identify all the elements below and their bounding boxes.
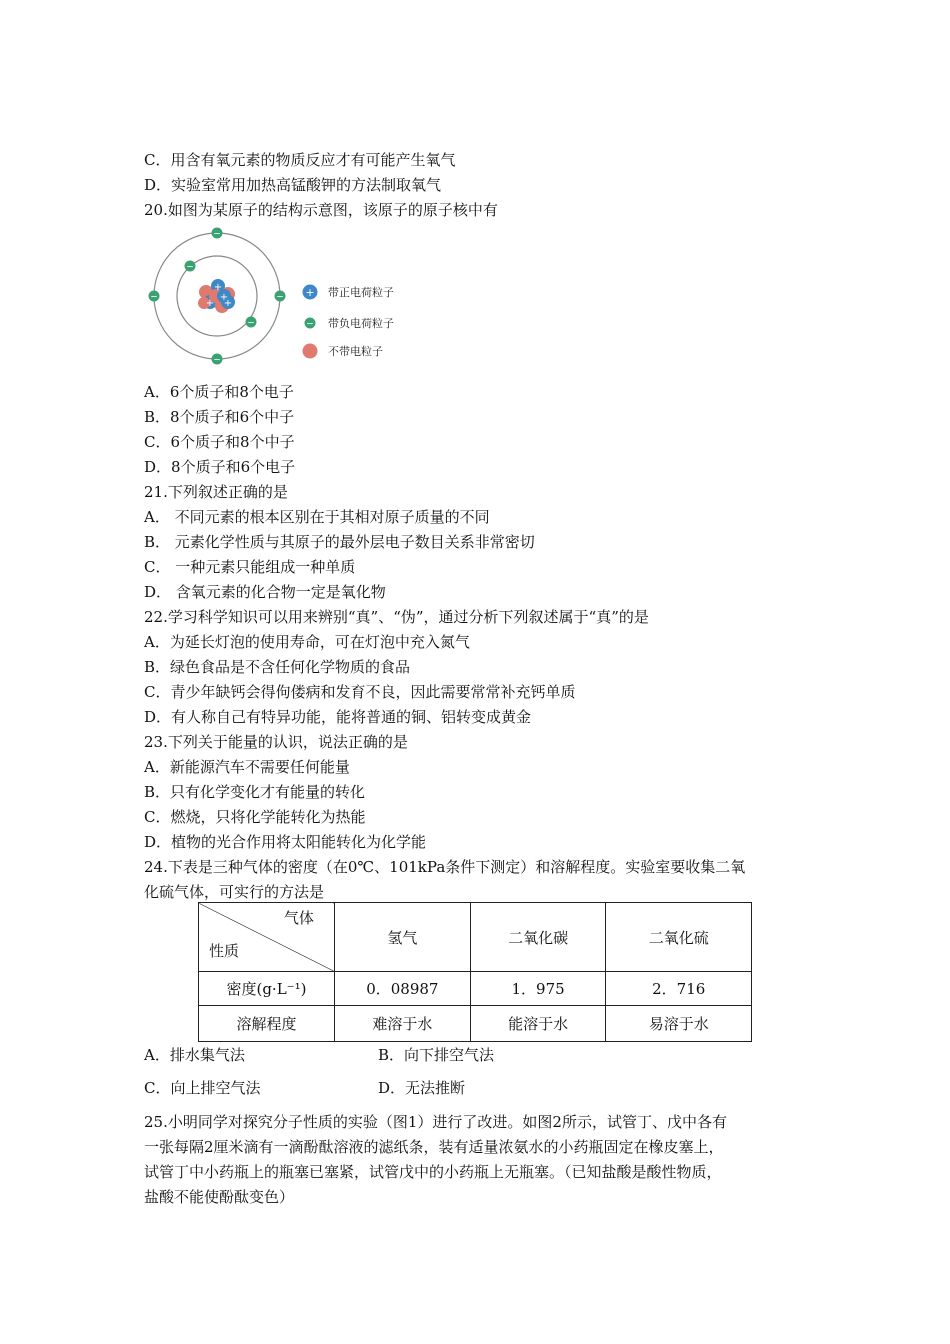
nucleus bbox=[198, 279, 235, 313]
row-label: 溶解程度 bbox=[199, 1006, 335, 1042]
svg-text:−: − bbox=[276, 292, 284, 303]
question-25-line: 盐酸不能使酚酞变色） bbox=[144, 1188, 295, 1206]
svg-text:+: + bbox=[223, 298, 233, 309]
question-25-line: 25.小明同学对探究分子性质的实验（图1）进行了改进。如图2所示，试管丁、戊中各有 bbox=[144, 1113, 727, 1131]
option-line: C．向上排空气法 bbox=[144, 1079, 261, 1097]
svg-text:−: − bbox=[247, 318, 255, 329]
option-line: C．用含有氧元素的物质反应才有可能产生氧气 bbox=[144, 151, 456, 169]
question-20-stem: 20.如图为某原子的结构示意图，该原子的原子核中有 bbox=[144, 201, 498, 219]
option-line: D．8个质子和6个电子 bbox=[144, 458, 296, 476]
table-cell: 难溶于水 bbox=[334, 1006, 470, 1042]
option-line: B．向下排空气法 bbox=[378, 1046, 495, 1064]
legend-neutral-label: 不带电粒子 bbox=[328, 345, 383, 358]
atom-structure-diagram bbox=[140, 222, 420, 370]
question-23-stem: 23.下列关于能量的认识，说法正确的是 bbox=[144, 733, 408, 751]
option-line: C．6个质子和8个中子 bbox=[144, 433, 295, 451]
question-21-stem: 21.下列叙述正确的是 bbox=[144, 483, 288, 501]
option-line: B．只有化学变化才有能量的转化 bbox=[144, 783, 366, 801]
svg-text:+: + bbox=[305, 286, 315, 299]
question-24-stem: 24.下表是三种气体的密度（在0℃、101kPa条件下测定）和溶解程度。实验室要收集二氧 bbox=[144, 858, 746, 876]
corner-top-label: 气体 bbox=[283, 909, 314, 927]
option-line: A．为延长灯泡的使用寿命，可在灯泡中充入氮气 bbox=[144, 633, 470, 651]
svg-text:−: − bbox=[306, 319, 314, 330]
question-25-line: 试管丁中小药瓶上的瓶塞已塞紧，试管戊中的小药瓶上无瓶塞。（已知盐酸是酸性物质， bbox=[144, 1163, 722, 1181]
question-25-line: 一张每隔2厘米滴有一滴酚酞溶液的滤纸条，装有适量浓氨水的小药瓶固定在橡皮塞上， bbox=[144, 1138, 724, 1156]
option-line: D．实验室常用加热高锰酸钾的方法制取氧气 bbox=[144, 176, 442, 194]
option-line: C．燃烧，只将化学能转化为热能 bbox=[144, 808, 366, 826]
option-line: B． 元素化学性质与其原子的最外层电子数目关系非常密切 bbox=[144, 533, 535, 551]
svg-text:−: − bbox=[213, 229, 221, 240]
table-cell: 易溶于水 bbox=[606, 1006, 752, 1042]
question-22-stem: 22.学习科学知识可以用来辨别“真”、“伪”，通过分析下列叙述属于“真”的是 bbox=[144, 608, 649, 626]
option-line: B．8个质子和6个中子 bbox=[144, 408, 295, 426]
table-row bbox=[199, 1006, 752, 1042]
row-label: 密度(g·L⁻¹) bbox=[199, 972, 335, 1006]
option-line: A．新能源汽车不需要任何能量 bbox=[144, 758, 350, 776]
option-line: D．有人称自己有特异功能，能将普通的铜、铝转变成黄金 bbox=[144, 708, 532, 726]
table-header-cell: 二氧化硫 bbox=[606, 903, 752, 972]
option-line: D．植物的光合作用将太阳能转化为化学能 bbox=[144, 833, 427, 851]
svg-text:−: − bbox=[213, 355, 221, 366]
svg-text:+: + bbox=[219, 292, 229, 303]
svg-text:−: − bbox=[150, 292, 158, 303]
svg-text:+: + bbox=[213, 282, 223, 293]
svg-text:+: + bbox=[205, 298, 215, 309]
corner-bottom-label: 性质 bbox=[209, 942, 240, 960]
option-line: C．青少年缺钙会得佝偻病和发育不良，因此需要常常补充钙单质 bbox=[144, 683, 576, 701]
option-line: B．绿色食品是不含任何化学物质的食品 bbox=[144, 658, 411, 676]
gas-properties-table bbox=[198, 902, 752, 1042]
option-line: A． 不同元素的根本区别在于其相对原子质量的不同 bbox=[144, 508, 490, 526]
table-corner-cell bbox=[199, 903, 335, 972]
legend bbox=[303, 285, 395, 359]
table-cell: 0．08987 bbox=[334, 972, 470, 1006]
table-row bbox=[199, 972, 752, 1006]
table-cell: 2．716 bbox=[606, 972, 752, 1006]
option-line: C． 一种元素只能组成一种单质 bbox=[144, 558, 356, 576]
table-cell: 能溶于水 bbox=[470, 1006, 606, 1042]
legend-negative-label: 带负电荷粒子 bbox=[328, 317, 394, 330]
option-line: D．无法推断 bbox=[378, 1079, 466, 1097]
table-cell: 1．975 bbox=[470, 972, 606, 1006]
option-line: A．排水集气法 bbox=[144, 1046, 245, 1064]
option-line: A．6个质子和8个电子 bbox=[144, 383, 294, 401]
svg-text:−: − bbox=[186, 262, 194, 273]
table-header-cell: 氢气 bbox=[334, 903, 470, 972]
table-header-cell: 二氧化碳 bbox=[470, 903, 606, 972]
question-24-stem-cont: 化硫气体，可实行的方法是 bbox=[144, 883, 325, 901]
legend-positive-label: 带正电荷粒子 bbox=[328, 286, 394, 299]
option-line: D． 含氧元素的化合物一定是氧化物 bbox=[144, 583, 386, 601]
